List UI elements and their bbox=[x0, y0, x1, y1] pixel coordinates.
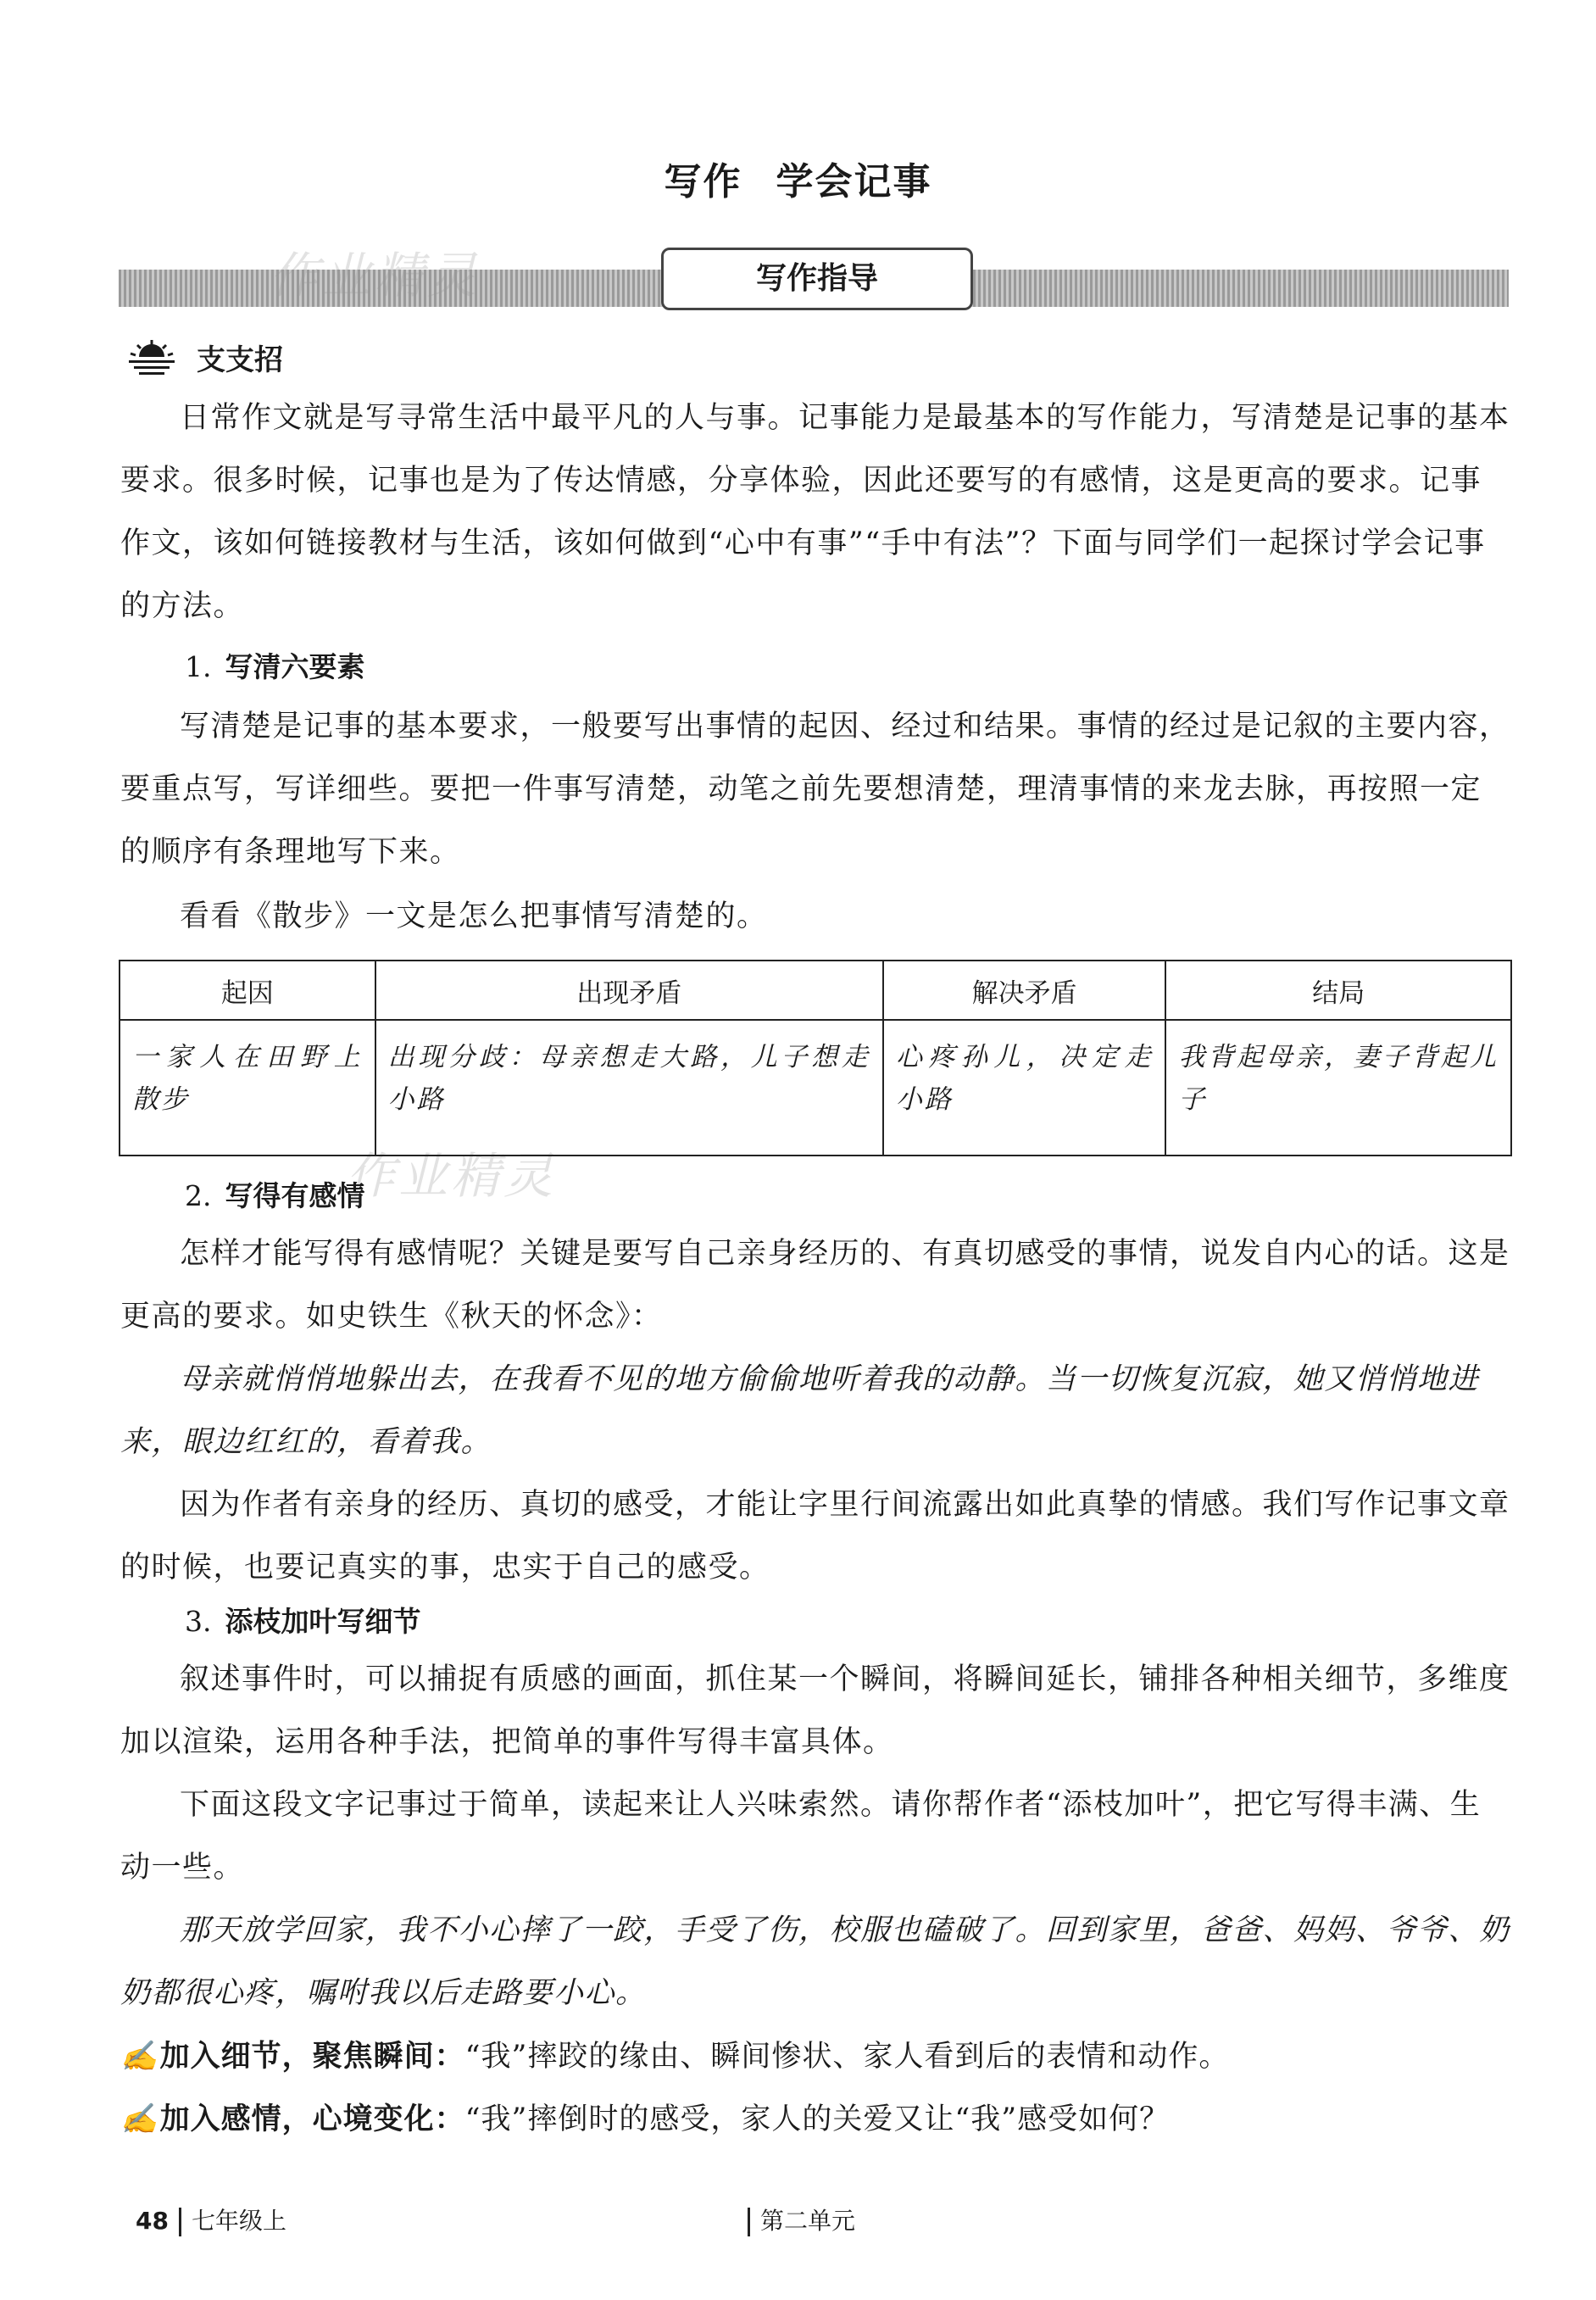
guide-label: 加入感情，心境变化： bbox=[159, 2102, 465, 2136]
point1-title: 写清六要素 bbox=[225, 650, 365, 683]
footer-divider bbox=[748, 2208, 750, 2236]
event-table bbox=[119, 960, 1512, 1156]
watermark-top: 作业精灵 bbox=[270, 247, 481, 304]
title-part1: 写作 bbox=[664, 160, 742, 203]
sunrise-icon bbox=[127, 338, 176, 376]
table-intro: 看看《散步》一文是怎么把事情写清楚的。 bbox=[180, 899, 768, 933]
point3-title: 添枝加叶写细节 bbox=[225, 1605, 421, 1638]
footer-center bbox=[737, 2204, 855, 2238]
table-header-cell: 解决矛盾 bbox=[883, 961, 1166, 1020]
table-cell: 心疼孙儿，决定走小路 bbox=[883, 1020, 1166, 1156]
unit-label: 第二单元 bbox=[760, 2207, 856, 2235]
point2-number: 2. bbox=[185, 1179, 212, 1212]
table-header-row bbox=[120, 961, 1511, 1020]
footer-left bbox=[136, 2204, 286, 2238]
guide-item bbox=[120, 2031, 1510, 2082]
pen-icon: ✍ bbox=[120, 2102, 158, 2136]
watermark-middle: 作业精灵 bbox=[346, 1147, 557, 1205]
intro-paragraph: 日常作文就是写寻常生活中最平凡的人与事。记事能力是最基本的写作能力，写清楚是记事的基本要求。很多时候，记事也是为了传达情感，分享体验，因此还要写的有感情，这是更高的要求。记事作文，该如何链接教材与生活，该如何做到“心中有事”“手中有法”？下面与同学们一起探讨学会记事的方法。 bbox=[120, 401, 1510, 623]
title-part2: 学会记事 bbox=[776, 160, 932, 203]
banner-label: 写作指导 bbox=[661, 248, 973, 310]
footer-divider bbox=[179, 2208, 181, 2236]
point2-quote: 母亲就悄悄地躲出去，在我看不见的地方偷偷地听着我的动静。当一切恢复沉寂，她又悄悄地进来，眼边红红的，看着我。 bbox=[120, 1362, 1480, 1459]
point2-title: 写得有感情 bbox=[225, 1179, 365, 1212]
grade-label: 七年级上 bbox=[191, 2207, 286, 2235]
pen-icon: ✍ bbox=[120, 2040, 158, 2074]
point2-paragraph: 怎样才能写得有感情呢？关键是要写自己亲身经历的、有真切感受的事情，说发自内心的话。这是更高的要求。如史铁生《秋天的怀念》： bbox=[120, 1237, 1510, 1334]
point3-number: 3. bbox=[185, 1605, 212, 1638]
point3-quote: 那天放学回家，我不小心摔了一跤，手受了伤，校服也磕破了。回到家里，爸爸、妈妈、爷爷、奶奶都很心疼，嘱咐我以后走路要小心。 bbox=[120, 1913, 1510, 2010]
guide-text: “我”摔跤的缘由、瞬间惨状、家人看到后的表情和动作。 bbox=[464, 2040, 1230, 2074]
table-cell: 一家人在田野上散步 bbox=[120, 1020, 375, 1156]
point3-task: 下面这段文字记事过于简单，读起来让人兴味索然。请你帮作者“添枝加叶”，把它写得丰满、生动一些。 bbox=[120, 1788, 1482, 1885]
point1-number: 1. bbox=[185, 650, 212, 683]
page-title bbox=[0, 151, 1596, 205]
table-row bbox=[120, 1020, 1511, 1156]
table-cell: 我背起母亲，妻子背起儿子 bbox=[1165, 1020, 1511, 1156]
section-title: 支支招 bbox=[197, 342, 283, 377]
point1-paragraph: 写清楚是记事的基本要求，一般要写出事情的起因、经过和结果。事情的经过是记叙的主要内容，要重点写，写详细些。要把一件事写清楚，动笔之前先要想清楚，理清事情的来龙去脉，再按照一定的顺序有条理地写下来。 bbox=[120, 710, 1510, 869]
guide-item bbox=[120, 2094, 1510, 2145]
point3-paragraph: 叙述事件时，可以捕捉有质感的画面，抓住某一个瞬间，将瞬间延长，铺排各种相关细节，多维度加以渲染，运用各种手法，把简单的事件写得丰富具体。 bbox=[120, 1662, 1510, 1759]
table-header-cell: 起因 bbox=[120, 961, 375, 1020]
table-header-cell: 结局 bbox=[1165, 961, 1511, 1020]
guide-text: “我”摔倒时的感受，家人的关爱又让“我”感受如何？ bbox=[464, 2102, 1171, 2136]
page-number: 48 bbox=[136, 2207, 169, 2235]
table-header-cell: 出现矛盾 bbox=[375, 961, 883, 1020]
point2-after: 因为作者有亲身的经历、真切的感受，才能让字里行间流露出如此真挚的情感。我们写作记事文章的时候，也要记真实的事，忠实于自己的感受。 bbox=[120, 1488, 1510, 1584]
point3-heading bbox=[185, 1601, 421, 1643]
point2-heading bbox=[185, 1175, 365, 1217]
point1-heading bbox=[185, 646, 365, 688]
table-cell: 出现分歧：母亲想走大路，儿子想走小路 bbox=[375, 1020, 883, 1156]
section-heading bbox=[127, 336, 283, 378]
guide-label: 加入细节，聚焦瞬间： bbox=[159, 2040, 465, 2074]
